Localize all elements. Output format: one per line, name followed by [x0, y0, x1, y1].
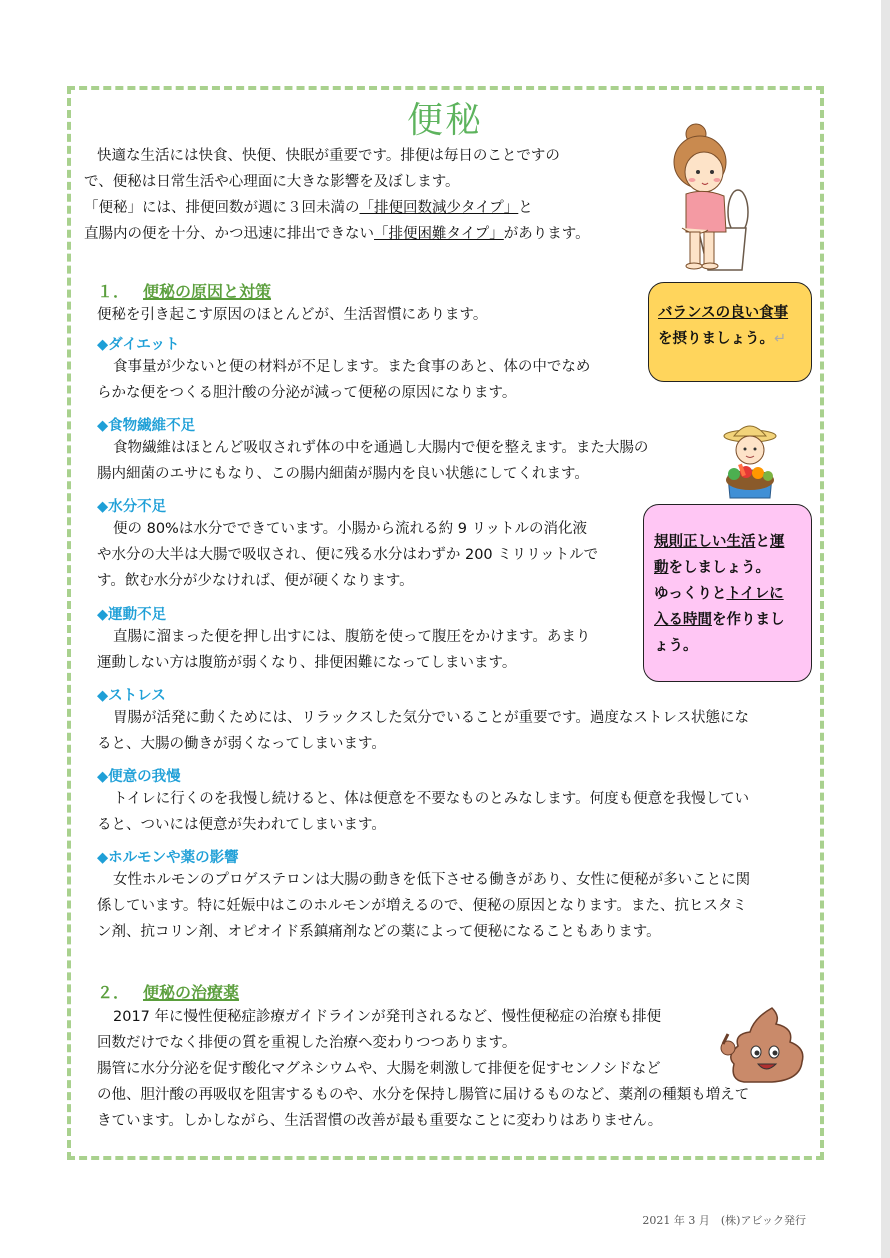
cause-text: 食物繊維はほとんど吸収されず体の中を通過し大腸内で便を整えます。また大腸の	[113, 440, 649, 456]
poop-character-illustration	[718, 1004, 808, 1086]
cause-title-diet: ◆ダイエット	[97, 337, 180, 353]
cause-text: 直腸に溜まった便を押し出すには、腹筋を使って腹圧をかけます。あまり	[113, 629, 591, 645]
callout-balanced-diet: バランスの良い食事 を摂りましょう。↵	[648, 282, 812, 382]
section-2-heading: ２． 便秘の治療薬	[97, 983, 240, 1002]
cause-text: ると、大腸の働きが弱くなってしまいます。	[97, 736, 386, 752]
cause-text: 食事量が少ないと便の材料が不足します。また食事のあと、体の中でなめ	[113, 359, 591, 375]
page-edge	[881, 0, 890, 1258]
cause-text: 係しています。特に妊娠中はこのホルモンが増えるので、便秘の原因となります。また、抗ヒスタミ	[97, 898, 747, 914]
treatment-text: きています。しかしながら、生活習慣の改善が最も重要なことに変わりはありません。	[97, 1113, 663, 1129]
callout-regular-life: 規則正しい生活と運 動をしましょう。 ゆっくりとトイレに 入る時間を作りまし ょう。	[643, 504, 812, 682]
treatment-text: 回数だけでなく排便の質を重視した治療へ変わりつつあります。	[97, 1035, 517, 1051]
cause-title-water: ◆水分不足	[97, 499, 167, 515]
section-1-lead: 便秘を引き起こす原因のほとんどが、生活習慣にあります。	[97, 307, 488, 323]
type-label-2: 「排便困難タイプ」	[374, 226, 504, 242]
cause-text: 胃腸が活発に動くためには、リラックスした気分でいることが重要です。過度なストレス状態にな	[113, 710, 749, 726]
cause-text: ると、ついには便意が失われてしまいます。	[97, 817, 386, 833]
paragraph-mark-icon: ↵	[774, 331, 787, 347]
page-title: 便秘	[406, 100, 483, 141]
intro-line-4: 直腸内の便を十分、かつ迅速に排出できない「排便困難タイプ」があります。	[84, 226, 590, 242]
treatment-text: の他、胆汁酸の再吸収を阻害するものや、水分を保持し腸管に届けるものなど、薬剤の種類も増えて	[97, 1087, 750, 1103]
section-1-heading: １． 便秘の原因と対策	[97, 282, 272, 301]
intro-line-2: で、便秘は日常生活や心理面に大きな影響を及ぼします。	[84, 174, 460, 190]
cause-text: らかな便をつくる胆汁酸の分泌が減って便秘の原因になります。	[97, 385, 517, 401]
cause-text: トイレに行くのを我慢し続けると、体は便意を不要なものとみなします。何度も便意を我慢してい	[113, 791, 750, 807]
farmer-vegetables-illustration	[720, 420, 780, 500]
type-label-1: 「排便回数減少タイプ」	[359, 200, 519, 216]
cause-text: 便の 80%は水分でできています。小腸から流れる約 9 リットルの消化液	[113, 521, 588, 537]
treatment-text: 2017 年に慢性便秘症診療ガイドラインが発刊されるなど、慢性便秘症の治療も排便	[113, 1009, 662, 1025]
cause-text: 運動しない方は腹筋が弱くなり、排便困難になってしまいます。	[97, 655, 517, 671]
intro-line-1: 快適な生活には快食、快便、快眠が重要です。排便は毎日のことですの	[97, 148, 560, 164]
cause-title-fiber: ◆食物繊維不足	[97, 418, 196, 434]
cause-title-hormone: ◆ホルモンや薬の影響	[97, 850, 239, 866]
cause-title-exercise: ◆運動不足	[97, 607, 167, 623]
cause-text: 腸内細菌のエサにもなり、この腸内細菌が腸内を良い状態にしてくれます。	[97, 466, 589, 482]
footer-issue-date: 2021 年 3 月 (株)アビック発行	[642, 1214, 806, 1227]
intro-line-3: 「便秘」には、排便回数が週に３回未満の「排便回数減少タイプ」と	[84, 200, 533, 216]
cause-text: 女性ホルモンのプロゲステロンは大腸の動きを低下させる働きがあり、女性に便秘が多いことに関	[113, 872, 751, 888]
cause-text: す。飲む水分が少なければ、便が硬くなります。	[97, 573, 414, 589]
treatment-text: 腸管に水分分泌を促す酸化マグネシウムや、大腸を刺激して排便を促すセンノシドなど	[97, 1061, 661, 1077]
cause-text: や水分の大半は大腸で吸収され、便に残る水分はわずか 200 ミリリットルで	[97, 547, 599, 563]
toilet-girl-illustration	[668, 120, 752, 272]
cause-text: ン剤、抗コリン剤、オピオイド系鎮痛剤などの薬によって便秘になることもあります。	[97, 924, 661, 940]
cause-title-holding: ◆便意の我慢	[97, 769, 181, 785]
cause-title-stress: ◆ストレス	[97, 688, 166, 704]
